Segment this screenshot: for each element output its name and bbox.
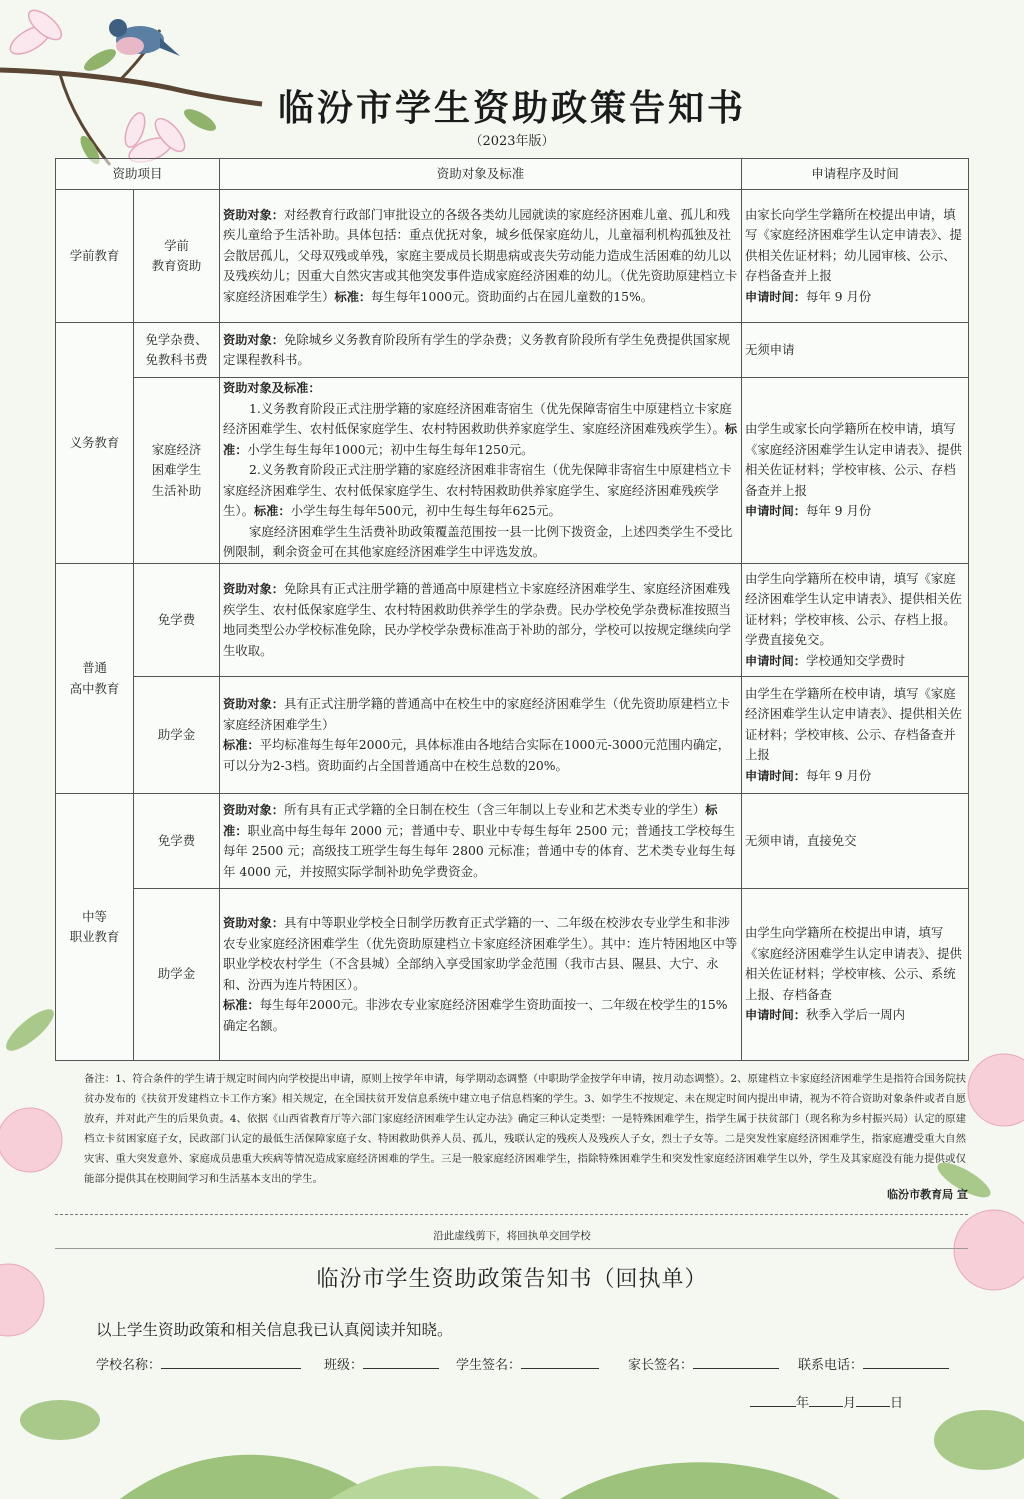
edition-label: （2023年版） — [469, 134, 555, 149]
date-field[interactable]: 年 月 日 — [750, 1392, 903, 1411]
student-signature-field[interactable]: 学生签名： — [456, 1354, 599, 1373]
sub-item: 助学金 — [134, 677, 220, 794]
table-row — [56, 677, 969, 794]
header-procedure: 申请程序及时间 — [742, 159, 969, 190]
apply-cell: 由学生向学籍所在校提出申请，填写《家庭经济困难学生认定申请表》、提供相关佐证材料；学校审核、公示、系统上报、存档备查 申请时间：秋季入学后一周内 — [742, 889, 969, 1061]
table-row — [56, 889, 969, 1061]
content-cell: 资助对象及标准： 1.义务教育阶段正式注册学籍的家庭经济困难寄宿生（优先保障寄宿生中原建档立卡家庭经济困难学生、农村低保家庭学生、农村特困救助供养家庭学生、家庭经济困难残疾学生）。标准：小学生每生每年1000元；初中生每生每年1250元。 2.义务教育阶段正式注册学籍的家庭经济困难非寄宿生（优先保障非寄宿生中原建档立卡家庭经济困难学生、农村低保家庭学生、农村特困救助供养家庭学生、家庭经济困难残疾学生）。标准：小学生每生每年500元，初中生每生每年625元。 家庭经济困难学生生活费补助政策覆盖范围按一县一比例下拨资金，上述四类学生不受比例限制，剩余资金可在其他家庭经济困难学生中评选发放。 — [220, 378, 742, 564]
apply-cell: 由学生或家长向学籍所在校申请，填写《家庭经济困难学生认定申请表》、提供相关佐证材料；学校审核、公示、存档备查并上报 申请时间：每年 9 月份 — [742, 378, 969, 564]
table-header-row — [56, 159, 969, 190]
cut-instruction: 沿此虚线剪下，将回执单交回学校 — [433, 1230, 591, 1242]
table-row — [56, 794, 969, 889]
policy-table — [55, 158, 969, 1061]
grade-field[interactable]: 班级： — [324, 1354, 439, 1373]
apply-cell: 由学生在学籍所在校申请，填写《家庭经济困难学生认定申请表》、提供相关佐证材料；学校审核、公示、存档备查并上报 申请时间：每年 9 月份 — [742, 677, 969, 794]
receipt-title: 临汾市学生资助政策告知书（回执单） — [316, 1267, 708, 1292]
sub-item: 免学杂费、 免教科书费 — [134, 323, 220, 378]
content-cell: 资助对象：具有正式注册学籍的普通高中在校生中的家庭经济困难学生（优先资助原建档立卡家庭经济困难学生） 标准：平均标准每生每年2000元，具体标准由各地结合实际在1000元-3000元范围内确定，可以分为2-3档。资助面约占全国普通高中在校生总数的20%。 — [220, 677, 742, 794]
cut-dashed-line — [55, 1214, 968, 1215]
content-cell: 资助对象：对经教育行政部门审批设立的各级各类幼儿园就读的家庭经济困难儿童、孤儿和残疾儿童给予生活补助。具体包括：重点优抚对象，城乡低保家庭幼儿，儿童福利机构孤独及社会散居孤儿，父母双残或单残，家庭主要成员长期患病或丧失劳动能力造成生活困难的幼儿以及残疾幼儿；因重大自然灾害或其他突发事件造成家庭经济困难的幼儿。（优先资助原建档立卡家庭经济困难学生）标准：每生每年1000元。资助面约占在园儿童数的15%。 — [220, 190, 742, 323]
content-cell: 资助对象：所有具有正式学籍的全日制在校生（含三年制以上专业和艺术类专业的学生）标准：职业高中每生每年 2000 元；普通中专、职业中专每生每年 2500 元；普通技工学校每生每年 2500 元；高级技工班学生每生每年 2800 元标准；普通中专的体育、艺术类专业每生每年 4000 元，并按照实际学制补助免学费资金。 — [220, 794, 742, 889]
notes-text: 备注：1、符合条件的学生请于规定时间内向学校提出申请，原则上按学年申请，每学期动态调整（中职助学金按学年申请，按月动态调整）。2、原建档立卡家庭经济困难学生是指符合国务院扶贫办发布的《扶贫开发建档立卡工作方案》相关规定，在全国扶贫开发信息系统中建立电子信息档案的学生。3、如学生不按规定、未在规定时间内提出申请，视为不符合资助对象条件或者自愿放弃，并对此产生的后果负责。4、依据《山西省教育厅等六部门家庭经济困难学生认定办法》确定三种认定类型：一是特殊困难学生，指学生属于扶贫部门（现名称为乡村振兴局）认定的原建档立卡贫困家庭子女，民政部门认定的最低生活保障家庭子女、特困救助供养人员、孤儿，残联认定的残疾人及残疾人子女，烈士子女等。二是突发性家庭经济困难学生，指家庭遭受重大自然灾害、重大突发意外、家庭成员患重大疾病等情况造成家庭经济困难的学生。三是一般家庭经济困难学生，指除特殊困难学生和突发性家庭经济困难学生以外，学生及其家庭没有能力提供或仅能部分提供其在校期间学习和生活基本支出的学生。 — [84, 1073, 966, 1185]
category-vocational: 中等 职业教育 — [56, 794, 134, 1061]
page-title: 临汾市学生资助政策告知书 — [277, 88, 746, 129]
sub-item: 学前 教育资助 — [134, 190, 220, 323]
parent-signature-field[interactable]: 家长签名： — [628, 1354, 779, 1373]
table-row — [56, 323, 969, 378]
category-highschool: 普通 高中教育 — [56, 564, 134, 794]
apply-cell: 无须申请 — [742, 323, 969, 378]
category-preschool: 学前教育 — [56, 190, 134, 323]
table-row — [56, 190, 969, 323]
table-row — [56, 378, 969, 564]
sub-item: 家庭经济 困难学生 生活补助 — [134, 378, 220, 564]
table-row — [56, 564, 969, 677]
header-target: 资助对象及标准 — [220, 159, 742, 190]
category-compulsory: 义务教育 — [56, 323, 134, 564]
issuer-label: 临汾市教育局 宣 — [887, 1188, 968, 1201]
receipt-statement: 以上学生资助政策和相关信息我已认真阅读并知晓。 — [96, 1321, 453, 1339]
content-cell: 资助对象：免除城乡义务教育阶段所有学生的学杂费；义务教育阶段所有学生免费提供国家规定课程教科书。 — [220, 323, 742, 378]
header-project: 资助项目 — [56, 159, 220, 190]
apply-cell: 由学生向学籍所在校申请，填写《家庭经济困难学生认定申请表》、提供相关佐证材料；学校审核、公示、存档上报。学费直接免交。 申请时间：学校通知交学费时 — [742, 564, 969, 677]
sub-item: 免学费 — [134, 564, 220, 677]
apply-cell: 由家长向学生学籍所在校提出申请，填写《家庭经济困难学生认定申请表》、提供相关佐证材料；幼儿园审核、公示、存档备查并上报 申请时间：每年 9 月份 — [742, 190, 969, 323]
apply-cell: 无须申请，直接免交 — [742, 794, 969, 889]
sub-item: 免学费 — [134, 794, 220, 889]
phone-field[interactable]: 联系电话： — [798, 1354, 949, 1373]
content-cell: 资助对象：免除具有正式注册学籍的普通高中原建档立卡家庭经济困难学生、家庭经济困难残疾学生、农村低保家庭学生、农村特困救助供养学生的学杂费。民办学校免学杂费标准按照当地同类型公办学校标准免除，民办学校学杂费标准高于补助的部分，学校可以按规定继续向学生收取。 — [220, 564, 742, 677]
sub-item: 助学金 — [134, 889, 220, 1061]
school-field[interactable]: 学校名称： — [96, 1354, 301, 1373]
content-cell: 资助对象：具有中等职业学校全日制学历教育正式学籍的一、二年级在校涉农专业学生和非涉农专业家庭经济困难学生（优先资助原建档立卡家庭经济困难学生）。其中：连片特困地区中等职业学校农村学生（不含县城）全部纳入享受国家助学金范围（我市古县、隰县、大宁、永和、汾西为连片特困区）。 标准：每生每年2000元。非涉农专业家庭经济困难学生资助面按一、二年级在校学生的15%确定名额。 — [220, 889, 742, 1061]
